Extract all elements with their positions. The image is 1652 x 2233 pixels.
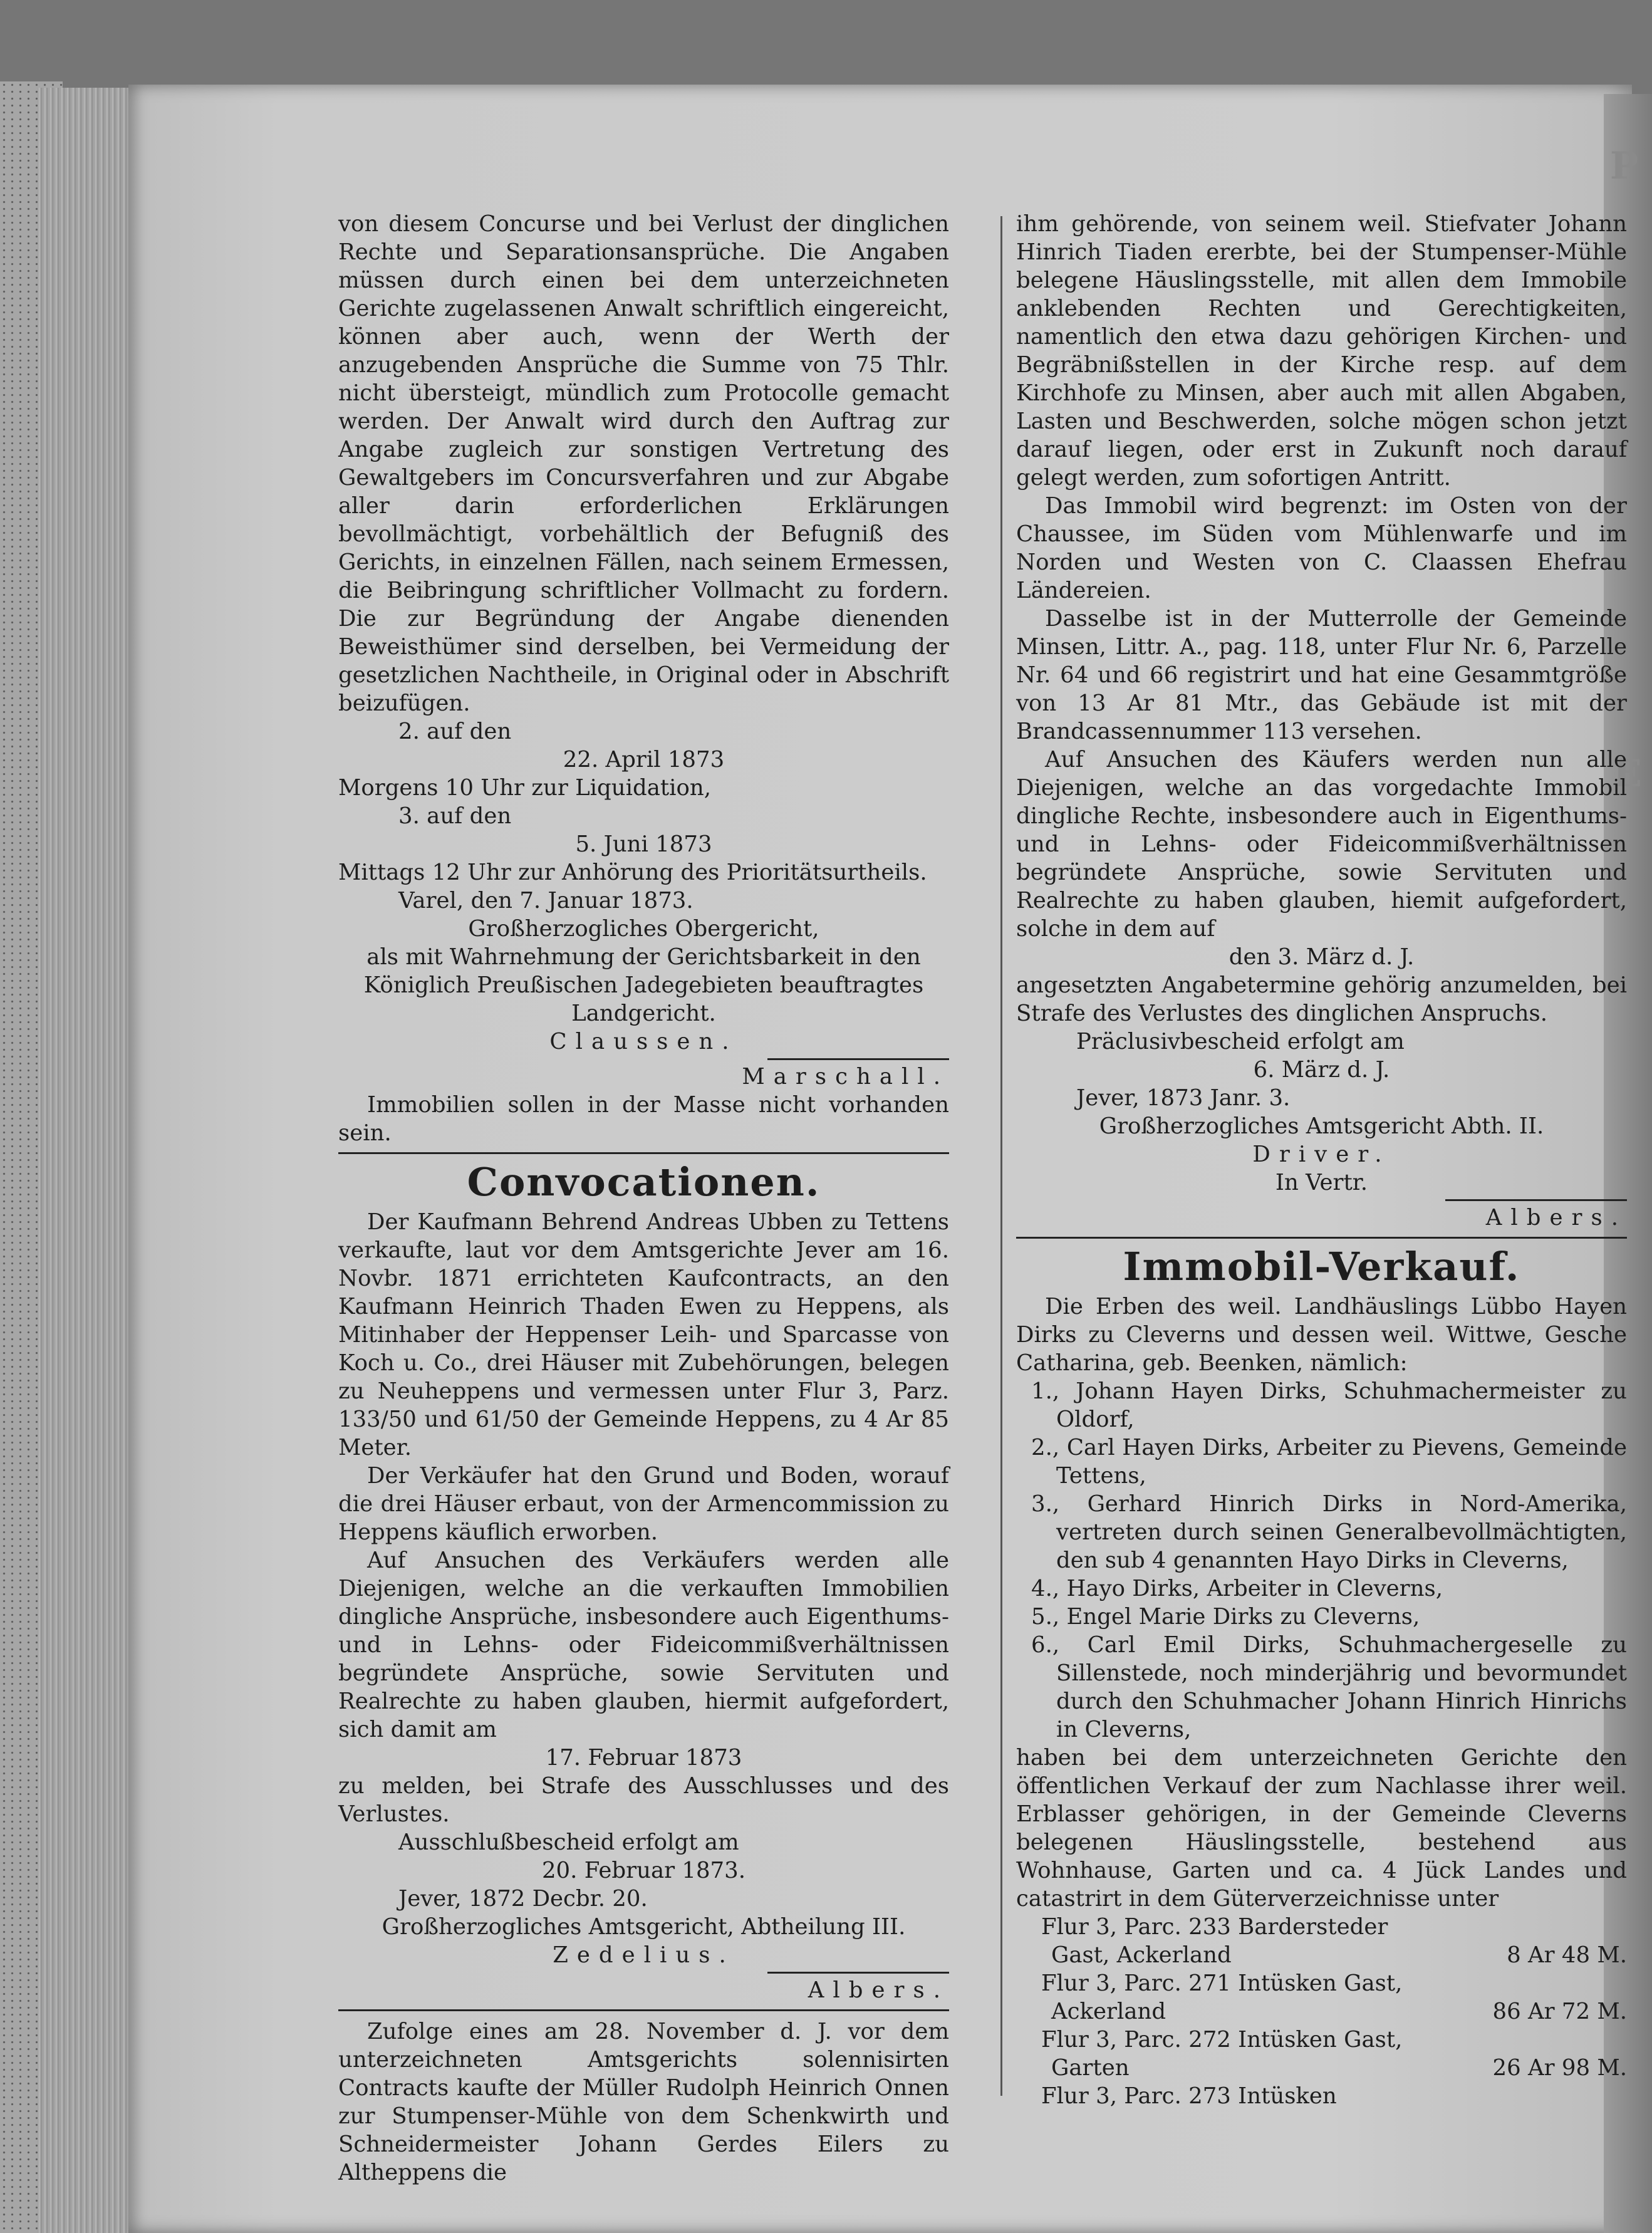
signature-deputy: In Vertr. — [1275, 1170, 1368, 1195]
column-divider — [1000, 216, 1002, 2096]
date-3-time: Mittags 12 Uhr zur Anhörung des Prioritätsurtheils. — [338, 860, 927, 885]
property-boundaries: Das Immobil wird begrenzt: im Osten von der Chaussee, im Süden vom Mühlenwarfe und im Norden und Westen von C. Claassen Ehefrau Ländereien. — [1016, 493, 1627, 603]
parcel-entry — [1016, 1969, 1627, 2026]
section-rule — [1016, 1237, 1627, 1239]
parcel-size: 8 Ar 48 M. — [1507, 1942, 1627, 1968]
convocation-text-2: Der Verkäufer hat den Grund und Boden, worauf die drei Häuser erbaut, von der Armencommission zu Heppens käuflich erworben. — [338, 1463, 949, 1545]
heirs-intro: Die Erben des weil. Landhäuslings Lübbo Hayen Dirks zu Cleverns und dessen weil. Wittwe, Gesche Catharina, geb. Beenken, nämlich: — [1016, 1294, 1627, 1376]
heading-convocationen: Convocationen. — [467, 1159, 821, 1205]
bleed-through-letter: P — [1610, 144, 1639, 188]
page-stack-edge — [38, 88, 132, 2233]
claims-date: den 3. März d. J. — [1229, 944, 1415, 970]
convocation-date: 17. Februar 1873 — [545, 1745, 742, 1771]
convocation-text-4: zu melden, bei Strafe des Ausschlusses und des Verlustes. — [338, 1773, 949, 1827]
heir-list-item: 6., Carl Emil Dirks, Schuhmachergeselle zu Sillenstede, noch minderjährig und bevormundet durch den Schuhmacher Johann Hinrich Hinrichs in Cleverns, — [1031, 1632, 1627, 1742]
parcel-type: Gast, Ackerland — [1051, 1942, 1232, 1968]
place-date: Varel, den 7. Januar 1873. — [398, 888, 694, 914]
parcel-label-last: Flur 3, Parc. 273 Intüsken — [1041, 2083, 1337, 2109]
concourse-text: von diesem Concurse und bei Verlust der dinglichen Rechte und Separationsansprüche. Die Angaben müssen durch einen bei dem unterzeichneten Gerichte zugelassenen Anwalt schriftlich eingereicht, können aber auch, wenn der Werth der anzugebenden Ansprüche die Summe von 75 Thlr. nicht übersteigt, mündlich zum Protocolle gemacht werden. Der Anwalt wird durch den Auftrag zur Angabe zugleich zur sonstigen Vertretung des Gewaltgebers im Concursverfahren und zur Abgabe aller darin erforderlichen Erklärungen bevollmächtigt, vorbehältlich der Befugniß des Gerichts, in einzelnen Fällen, nach seinem Ermessen, die Beibringung schriftlicher Vollmacht zu fordern. Die zur Begründung der Angabe dienenden Beweisthümer sind derselben, bei Vermeidung der gesetzlichen Nachtheile, in Original oder in Abschrift beizufügen. — [338, 211, 949, 716]
preclusion-notice: Präclusivbescheid erfolgt am — [1076, 1029, 1405, 1054]
signature-rule — [1445, 1199, 1627, 1201]
convocation-text-3: Auf Ansuchen des Verkäufers werden alle Diejenigen, welche an die verkauften Immobilien dingliche Ansprüche, insbesondere auch Eigenthums- und in Lehns- oder Fideicommißverhältnissen begründete Ansprüche, sowie Servituten und Realrechte zu haben glauben, hiermit aufgefordert, sich damit am — [338, 1548, 949, 1742]
exclusion-date: 20. Februar 1873. — [541, 1858, 746, 1883]
parcel-type: Garten — [1051, 2055, 1130, 2081]
signature-zedelius: Zedelius. — [553, 1942, 735, 1968]
court-description: als mit Wahrnehmung der Gerichtsbarkeit in den Königlich Preußischen Jadegebieten beauftragtes — [363, 944, 924, 998]
court-type: Landgericht. — [571, 1001, 716, 1026]
contract-text: Zufolge eines am 28. November d. J. vor dem unterzeichneten Amtsgerichts solennisirten Contracts kaufte der Müller Rudolph Heinrich Onnen zur Stumpenser-Mühle von dem Schenkwirth und Schneidermeister Johann Gerdes Eilers zu Altheppens die — [338, 2019, 949, 2185]
date-3-intro: 3. auf den — [398, 803, 512, 829]
date-3: 5. Juni 1873 — [575, 831, 712, 857]
right-column — [1016, 210, 1627, 2110]
immobilien-note: Immobilien sollen in der Masse nicht vorhanden sein. — [338, 1092, 949, 1146]
parcel-label: Flur 3, Parc. 272 Intüsken Gast, — [1041, 2027, 1403, 2053]
heir-list-item: 4., Hayo Dirks, Arbeiter in Cleverns, — [1031, 1576, 1443, 1601]
property-text-1: ihm gehörende, von seinem weil. Stiefvater Johann Hinrich Tiaden ererbte, bei der Stumpenser-Mühle belegene Häuslingsstelle, mit allen dem Immobile anklebenden Rechten und Gerechtigkeiten, namentlich den etwa dazu gehörigen Kirchen- und Begräbnißstellen in der Kirche resp. auf dem Kirchhofe zu Minsen, aber auch mit allen Abgaben, Lasten und Beschwerden, solche mögen schon jetzt darauf liegen, oder erst in Zukunft noch darauf gelegt werden, zum sofortigen Antritt. — [1016, 211, 1627, 491]
parcel-type: Ackerland — [1051, 1999, 1166, 2024]
parcel-size: 26 Ar 98 M. — [1492, 2055, 1627, 2081]
left-column — [338, 210, 949, 2187]
signature-driver: Driver. — [1252, 1142, 1391, 1167]
signature-marschall: Marschall. — [742, 1064, 949, 1090]
date-2-time: Morgens 10 Uhr zur Liquidation, — [338, 775, 712, 801]
parcel-entry — [1016, 1913, 1627, 1969]
jever-date: Jever, 1872 Decbr. 20. — [398, 1886, 648, 1912]
heir-list-item: 3., Gerhard Hinrich Dirks in Nord-Amerika, vertreten durch seinen Generalbevollmächtigten, den sub 4 genannten Hayo Dirks in Cleverns, — [1031, 1491, 1627, 1573]
heir-list-item: 5., Engel Marie Dirks zu Cleverns, — [1031, 1604, 1420, 1630]
amtsgericht-name: Großherzogliches Amtsgericht Abth. II. — [1099, 1113, 1544, 1139]
signature-claussen: Claussen. — [549, 1029, 738, 1054]
bleed-through-letter: E — [1613, 752, 1642, 796]
date-2: 22. April 1873 — [563, 747, 725, 773]
heir-list-item: 2., Carl Hayen Dirks, Arbeiter zu Pievens, Gemeinde Tettens, — [1031, 1435, 1627, 1489]
parcel-label: Flur 3, Parc. 271 Intüsken Gast, — [1041, 1970, 1403, 1996]
claims-request: Auf Ansuchen des Käufers werden nun alle Diejenigen, welche an das vorgedachte Immobil dingliche Rechte, insbesondere auch in Eigenthums- und in Lehns- oder Fideicommißverhältnissen begründete Ansprüche, sowie Servituten und Realrechte zu haben glauben, hiemit aufgefordert, solche in dem auf — [1016, 747, 1627, 942]
signature-albers: Albers. — [1485, 1205, 1627, 1231]
section-rule — [338, 1152, 949, 1154]
parcel-size: 86 Ar 72 M. — [1492, 1999, 1627, 2024]
claims-penalty: angesetzten Angabetermine gehörig anzumelden, bei Strafe des Verlustes des dinglichen Anspruchs. — [1016, 972, 1627, 1026]
heading-immobil-verkauf: Immobil-Verkauf. — [1123, 1244, 1520, 1289]
section-rule — [338, 2009, 949, 2011]
court-name: Großherzogliches Obergericht, — [468, 916, 819, 942]
signature-rule — [767, 1058, 949, 1060]
preclusion-date: 6. März d. J. — [1253, 1057, 1390, 1083]
parcel-entry — [1016, 2026, 1627, 2082]
heir-list-item: 1., Johann Hayen Dirks, Schuhmachermeister zu Oldorf, — [1031, 1378, 1627, 1432]
exclusion-notice: Ausschlußbescheid erfolgt am — [398, 1830, 739, 1855]
convocation-text-1: Der Kaufmann Behrend Andreas Ubben zu Tettens verkaufte, laut vor dem Amtsgerichte Jever am 16. Novbr. 1871 errichteten Kaufcontracts, an den Kaufmann Heinrich Thaden Ewen zu Heppens, als Mitinhaber der Heppenser Leih- und Sparcasse von Koch u. Co., drei Häuser mit Zubehörungen, belegen zu Neuheppens und vermessen unter Flur 3, Parz. 133/50 und 61/50 der Gemeinde Heppens, zu 4 Ar 85 Meter. — [338, 1209, 949, 1460]
signature-rule — [767, 1972, 949, 1974]
property-registry: Dasselbe ist in der Mutterrolle der Gemeinde Minsen, Littr. A., pag. 118, unter Flur Nr. 6, Parzelle Nr. 64 und 66 registrirt und hat eine Gesammtgröße von 13 Ar 81 Mtr., das Gebäude ist mit der Brandcassennummer 113 versehen. — [1016, 606, 1627, 744]
jever-date: Jever, 1873 Janr. 3. — [1076, 1085, 1291, 1111]
amtsgericht-name: Großherzogliches Amtsgericht, Abtheilung III. — [382, 1914, 906, 1940]
parcel-label: Flur 3, Parc. 233 Bardersteder — [1041, 1914, 1388, 1940]
sale-text: haben bei dem unterzeichneten Gerichte den öffentlichen Verkauf der zum Nachlasse ihrer weil. Erblasser gehörigen, in der Gemeinde Cleverns belegenen Häuslingsstelle, bestehend aus Wohnhause, Garten und ca. 4 Jück Landes und catastrirt in dem Güterverzeichnisse unter — [1016, 1745, 1627, 1912]
signature-albers: Albers. — [808, 1977, 949, 2003]
date-2-intro: 2. auf den — [398, 719, 512, 744]
